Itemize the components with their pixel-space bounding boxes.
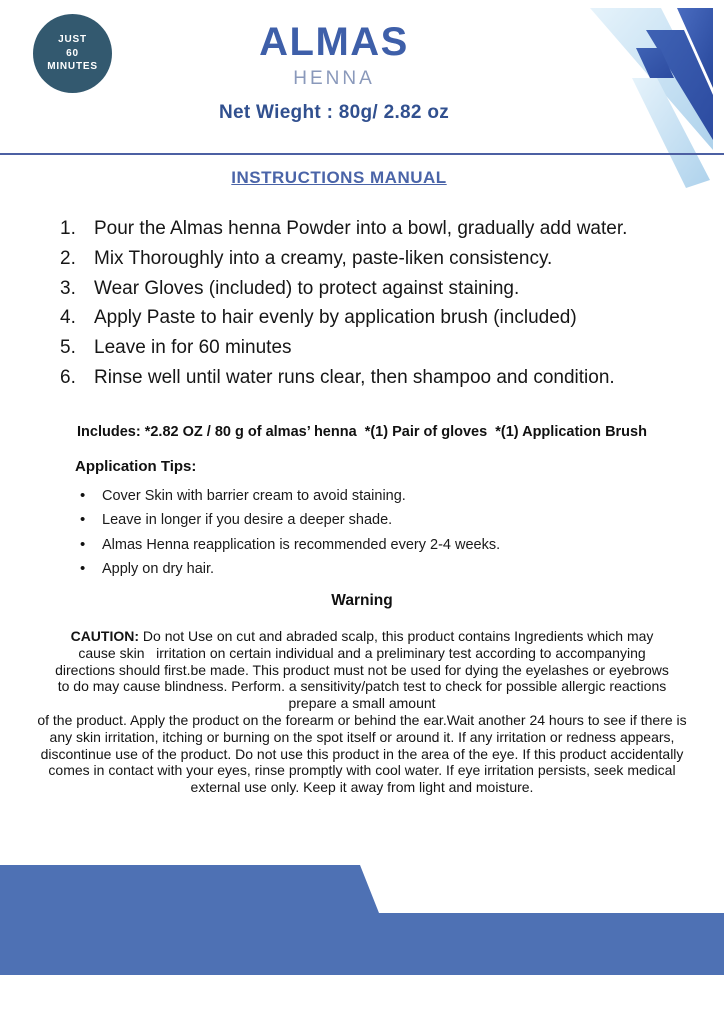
tip-item: • Almas Henna reapplication is recommended every 2-4 weeks.: [80, 537, 680, 554]
footer-ribbon: [0, 858, 724, 978]
badge-line-2: 60: [66, 47, 79, 59]
step-text: Pour the Almas henna Powder into a bowl, gradually add water.: [94, 218, 628, 239]
instruction-step: [60, 278, 680, 301]
tip-item: • Apply on dry hair.: [80, 561, 680, 578]
step-number: 3.: [60, 277, 76, 299]
caution-paragraph-1: [30, 628, 694, 712]
caution-text-1: Do not Use on cut and abraded scalp, this product contains Ingredients which may cause skin irritation on certain individual and a preliminary test according to accompanying directions should first.be made. This product must not be used for dying the eyelashes or eyebrows to do may cause blindness. Perform. a sensitivity/patch test to check for possible allergic reactions prepare a small amount: [55, 628, 673, 712]
instruction-step: [60, 337, 680, 360]
net-weight-text: Net Wieght : 80g/ 2.82 oz: [218, 102, 450, 123]
instruction-step: [60, 307, 680, 330]
instruction-step: [60, 248, 680, 271]
caution-label: CAUTION:: [70, 628, 140, 644]
instruction-step: [60, 218, 680, 241]
application-tips-title: Application Tips:: [75, 458, 197, 475]
step-number: 1.: [60, 218, 76, 239]
instructions-manual-title: INSTRUCTIONS MANUAL: [231, 168, 447, 187]
step-number: 2.: [60, 247, 76, 269]
badge-line-1: JUST: [58, 34, 87, 46]
footer-ribbon-shape: [0, 865, 724, 975]
step-number: 6.: [60, 366, 76, 388]
step-text: Rinse well until water runs clear, then shampoo and condition.: [94, 366, 615, 388]
step-text: Wear Gloves (included) to protect against staining.: [94, 277, 520, 299]
step-number: 5.: [60, 337, 76, 359]
instruction-steps-list: [60, 218, 680, 397]
step-text: Leave in for 60 minutes: [94, 337, 292, 359]
step-text: Mix Thoroughly into a creamy, paste-liken consistency.: [94, 247, 553, 269]
step-number: 4.: [60, 307, 76, 329]
step-text: Apply Paste to hair evenly by application brush (included): [94, 307, 577, 329]
application-tips-list: [80, 488, 680, 586]
caution-paragraph-2: of the product. Apply the product on the forearm or behind the ear.Wait another 24 hours to see if there is any skin irritation, itching or burning on the spot itself or around it. If any irritation or redness appears, discontinue use of the product. Do not use this product in the area of the eye. If this product accidentally comes in contact with your eyes, rinse promptly with cool water. If eye irritation persists, seek medical external use only. Keep it away from light and moisture.: [37, 711, 691, 796]
tip-item: • Cover Skin with barrier cream to avoid staining.: [80, 488, 680, 505]
caution-block: [30, 628, 694, 796]
includes-line: Includes: *2.82 OZ / 80 g of almas’ henna *(1) Pair of gloves *(1) Application Brush: [77, 424, 647, 440]
instruction-step: [60, 367, 680, 390]
badge-line-3: MINUTES: [47, 61, 98, 73]
brand-title: ALMAS: [259, 20, 409, 64]
header-divider: [0, 153, 724, 155]
tip-item: • Leave in longer if you desire a deeper shade.: [80, 512, 680, 529]
brand-subtitle: HENNA: [293, 68, 375, 89]
warning-title: Warning: [331, 592, 393, 609]
